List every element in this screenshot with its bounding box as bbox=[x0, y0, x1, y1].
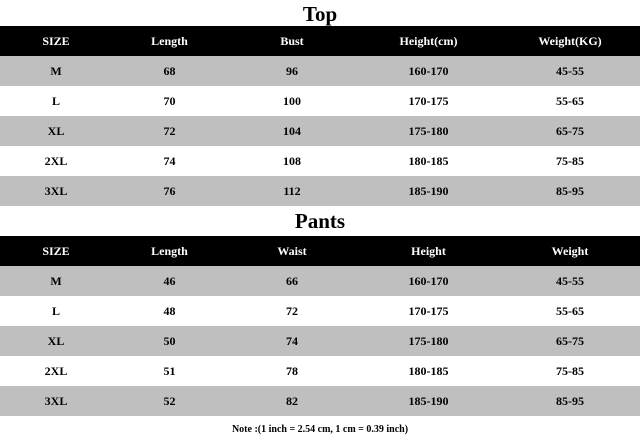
top-header-weight: Weight(KG) bbox=[500, 26, 640, 56]
top-header-size: SIZE bbox=[0, 26, 112, 56]
top-header-bust: Bust bbox=[227, 26, 357, 56]
top-cell-size: L bbox=[0, 86, 112, 116]
pants-cell-size: XL bbox=[0, 326, 112, 356]
pants-cell-length: 52 bbox=[112, 386, 227, 416]
pants-cell-waist: 74 bbox=[227, 326, 357, 356]
pants-cell-height: 180-185 bbox=[357, 356, 500, 386]
top-cell-size: 2XL bbox=[0, 146, 112, 176]
conversion-note: Note :(1 inch = 2.54 cm, 1 cm = 0.39 inch) bbox=[231, 424, 409, 435]
pants-cell-weight: 65-75 bbox=[500, 326, 640, 356]
pants-cell-waist: 66 bbox=[227, 266, 357, 296]
pants-cell-height: 170-175 bbox=[357, 296, 500, 326]
top-cell-bust: 96 bbox=[227, 56, 357, 86]
table-row bbox=[0, 326, 640, 356]
pants-cell-weight: 75-85 bbox=[500, 356, 640, 386]
table-row bbox=[0, 266, 640, 296]
pants-cell-size: 2XL bbox=[0, 356, 112, 386]
top-cell-height: 170-175 bbox=[357, 86, 500, 116]
table-row bbox=[0, 386, 640, 416]
pants-cell-weight: 55-65 bbox=[500, 296, 640, 326]
table-row bbox=[0, 296, 640, 326]
pants-cell-waist: 78 bbox=[227, 356, 357, 386]
top-cell-weight: 75-85 bbox=[500, 146, 640, 176]
top-cell-height: 180-185 bbox=[357, 146, 500, 176]
pants-cell-length: 48 bbox=[112, 296, 227, 326]
pants-cell-size: 3XL bbox=[0, 386, 112, 416]
top-cell-length: 68 bbox=[112, 56, 227, 86]
table-row bbox=[0, 356, 640, 386]
pants-cell-size: L bbox=[0, 296, 112, 326]
pants-header-size: SIZE bbox=[0, 236, 112, 266]
top-header-height: Height(cm) bbox=[357, 26, 500, 56]
pants-header-waist: Waist bbox=[227, 236, 357, 266]
pants-header-weight: Weight bbox=[500, 236, 640, 266]
top-cell-weight: 45-55 bbox=[500, 56, 640, 86]
pants-cell-weight: 45-55 bbox=[500, 266, 640, 296]
top-cell-bust: 108 bbox=[227, 146, 357, 176]
top-header-row bbox=[0, 26, 640, 56]
pants-cell-length: 46 bbox=[112, 266, 227, 296]
top-cell-length: 72 bbox=[112, 116, 227, 146]
top-size-table bbox=[0, 26, 640, 206]
table-row bbox=[0, 176, 640, 206]
top-cell-height: 185-190 bbox=[357, 176, 500, 206]
top-cell-size: XL bbox=[0, 116, 112, 146]
top-cell-height: 160-170 bbox=[357, 56, 500, 86]
table-row bbox=[0, 116, 640, 146]
pants-cell-length: 51 bbox=[112, 356, 227, 386]
top-cell-bust: 112 bbox=[227, 176, 357, 206]
top-cell-weight: 85-95 bbox=[500, 176, 640, 206]
top-cell-length: 70 bbox=[112, 86, 227, 116]
top-cell-length: 76 bbox=[112, 176, 227, 206]
pants-cell-size: M bbox=[0, 266, 112, 296]
pants-cell-length: 50 bbox=[112, 326, 227, 356]
top-cell-weight: 65-75 bbox=[500, 116, 640, 146]
pants-cell-height: 175-180 bbox=[357, 326, 500, 356]
pants-title: Pants bbox=[294, 209, 346, 233]
top-cell-height: 175-180 bbox=[357, 116, 500, 146]
pants-header-length: Length bbox=[112, 236, 227, 266]
pants-cell-waist: 72 bbox=[227, 296, 357, 326]
table-row bbox=[0, 56, 640, 86]
pants-cell-weight: 85-95 bbox=[500, 386, 640, 416]
top-header-length: Length bbox=[112, 26, 227, 56]
top-title: Top bbox=[302, 2, 338, 26]
top-cell-weight: 55-65 bbox=[500, 86, 640, 116]
top-cell-length: 74 bbox=[112, 146, 227, 176]
pants-cell-height: 160-170 bbox=[357, 266, 500, 296]
pants-header-row bbox=[0, 236, 640, 266]
pants-cell-waist: 82 bbox=[227, 386, 357, 416]
top-cell-bust: 100 bbox=[227, 86, 357, 116]
pants-header-height: Height bbox=[357, 236, 500, 266]
top-cell-bust: 104 bbox=[227, 116, 357, 146]
pants-cell-height: 185-190 bbox=[357, 386, 500, 416]
table-row bbox=[0, 146, 640, 176]
top-cell-size: M bbox=[0, 56, 112, 86]
top-cell-size: 3XL bbox=[0, 176, 112, 206]
table-row bbox=[0, 86, 640, 116]
pants-size-table bbox=[0, 236, 640, 416]
